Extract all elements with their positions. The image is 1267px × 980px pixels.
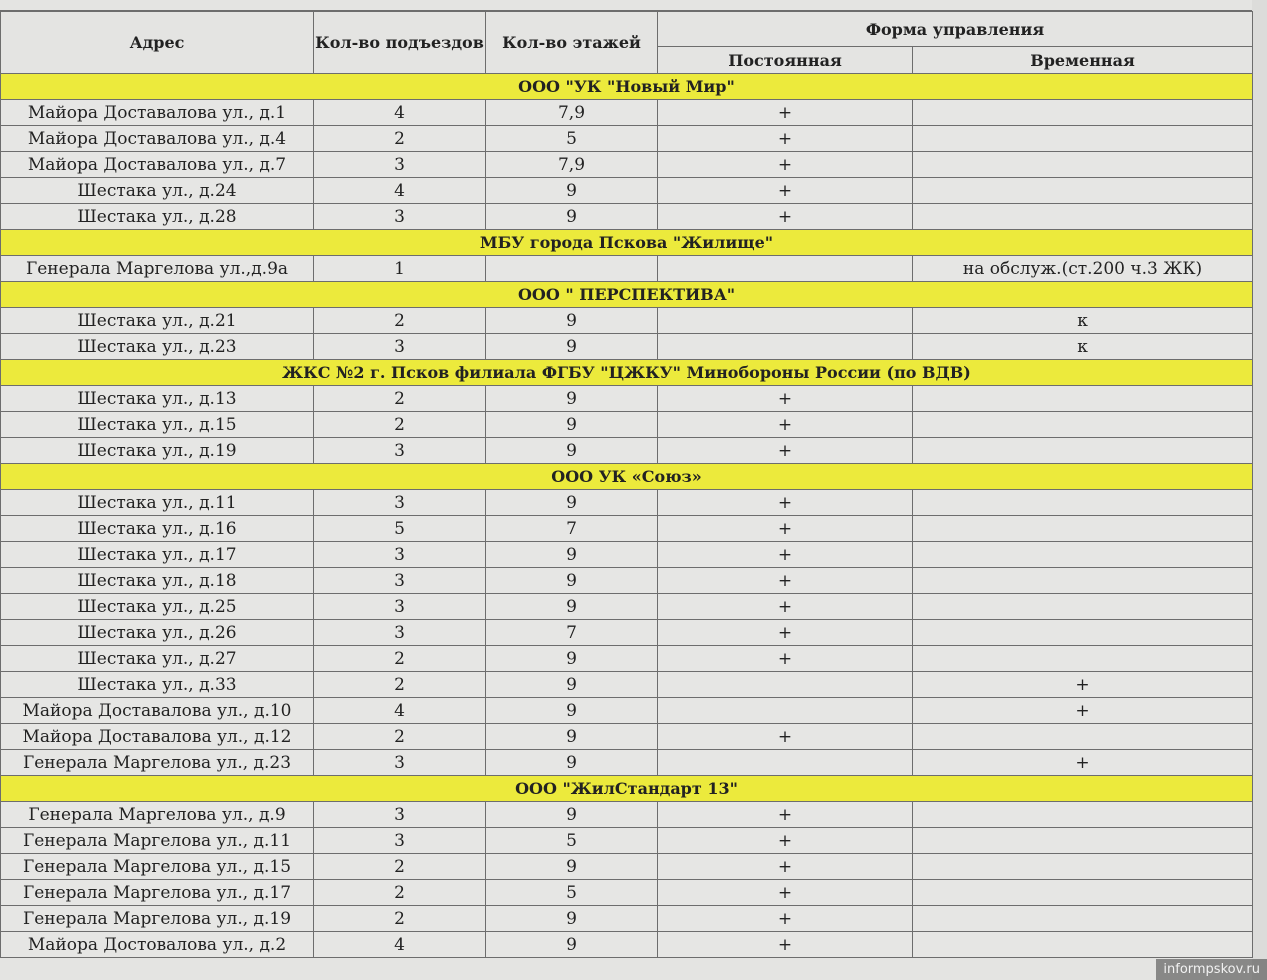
floors-cell[interactable]: 9	[486, 412, 658, 438]
permanent-cell[interactable]: +	[658, 646, 913, 672]
address-cell[interactable]: Шестака ул., д.28	[1, 204, 314, 230]
floors-cell[interactable]: 9	[486, 334, 658, 360]
table-row	[1, 334, 1253, 360]
floors-header[interactable]: Кол-во этажей	[486, 12, 658, 74]
permanent-cell[interactable]: +	[658, 568, 913, 594]
housing-table	[0, 11, 1253, 958]
floors-cell[interactable]: 9	[486, 594, 658, 620]
floors-cell[interactable]: 9	[486, 568, 658, 594]
entrances-cell[interactable]: 3	[314, 152, 486, 178]
permanent-cell[interactable]	[658, 256, 913, 282]
address-cell[interactable]: Генерала Маргелова ул., д.23	[1, 750, 314, 776]
floors-cell[interactable]: 9	[486, 750, 658, 776]
address-cell[interactable]: Шестака ул., д.18	[1, 568, 314, 594]
permanent-cell[interactable]: +	[658, 802, 913, 828]
floors-cell[interactable]: 9	[486, 646, 658, 672]
table-row	[1, 412, 1253, 438]
floors-cell[interactable]: 7,9	[486, 100, 658, 126]
group-header-row	[1, 282, 1253, 308]
table-row	[1, 438, 1253, 464]
permanent-cell[interactable]	[658, 308, 913, 334]
floors-cell[interactable]: 9	[486, 672, 658, 698]
address-cell[interactable]: Генерала Маргелова ул.,д.9а	[1, 256, 314, 282]
entrances-cell[interactable]: 3	[314, 334, 486, 360]
entrances-cell[interactable]: 2	[314, 308, 486, 334]
address-cell[interactable]: Шестака ул., д.24	[1, 178, 314, 204]
table-row	[1, 724, 1253, 750]
permanent-cell[interactable]	[658, 750, 913, 776]
permanent-cell[interactable]: +	[658, 594, 913, 620]
entrances-cell[interactable]: 3	[314, 828, 486, 854]
table-row	[1, 178, 1253, 204]
floors-cell[interactable]: 5	[486, 126, 658, 152]
floors-cell[interactable]: 9	[486, 932, 658, 958]
entrances-cell[interactable]: 2	[314, 646, 486, 672]
table-row	[1, 490, 1253, 516]
entrances-cell[interactable]: 3	[314, 438, 486, 464]
floors-cell[interactable]: 9	[486, 438, 658, 464]
address-cell[interactable]: Генерала Маргелова ул., д.11	[1, 828, 314, 854]
group-title[interactable]: ООО " ПЕРСПЕКТИВА"	[1, 282, 1253, 308]
address-cell[interactable]: Шестака ул., д.11	[1, 490, 314, 516]
address-cell[interactable]: Шестака ул., д.21	[1, 308, 314, 334]
address-cell[interactable]: Шестака ул., д.23	[1, 334, 314, 360]
table-row	[1, 932, 1253, 958]
floors-cell[interactable]: 9	[486, 906, 658, 932]
entrances-cell[interactable]: 2	[314, 412, 486, 438]
temporary-cell[interactable]	[913, 100, 1253, 126]
permanent-cell[interactable]: +	[658, 542, 913, 568]
temporary-cell[interactable]	[913, 386, 1253, 412]
entrances-cell[interactable]: 3	[314, 542, 486, 568]
entrances-cell[interactable]: 2	[314, 906, 486, 932]
temporary-cell[interactable]	[913, 932, 1253, 958]
entrances-cell[interactable]: 5	[314, 516, 486, 542]
floors-cell[interactable]: 9	[486, 204, 658, 230]
entrances-cell[interactable]: 2	[314, 672, 486, 698]
permanent-cell[interactable]: +	[658, 152, 913, 178]
permanent-cell[interactable]: +	[658, 854, 913, 880]
temporary-cell[interactable]	[913, 594, 1253, 620]
table-row	[1, 594, 1253, 620]
floors-cell[interactable]: 9	[486, 542, 658, 568]
temporary-cell[interactable]	[913, 620, 1253, 646]
temporary-cell[interactable]: +	[913, 672, 1253, 698]
table-row	[1, 542, 1253, 568]
entrances-cell[interactable]: 2	[314, 724, 486, 750]
address-cell[interactable]: Шестака ул., д.33	[1, 672, 314, 698]
permanent-cell[interactable]: +	[658, 438, 913, 464]
table-row	[1, 750, 1253, 776]
table-row	[1, 386, 1253, 412]
entrances-cell[interactable]: 2	[314, 880, 486, 906]
group-title[interactable]: МБУ города Пскова "Жилище"	[1, 230, 1253, 256]
permanent-cell[interactable]: +	[658, 126, 913, 152]
permanent-cell[interactable]	[658, 334, 913, 360]
group-title[interactable]: ООО "УК "Новый Мир"	[1, 74, 1253, 100]
temporary-cell[interactable]	[913, 516, 1253, 542]
floors-cell[interactable]: 9	[486, 698, 658, 724]
temporary-cell[interactable]	[913, 490, 1253, 516]
permanent-cell[interactable]: +	[658, 828, 913, 854]
table-row	[1, 126, 1253, 152]
floors-cell[interactable]: 7	[486, 620, 658, 646]
temporary-cell[interactable]	[913, 646, 1253, 672]
floors-cell[interactable]: 9	[486, 724, 658, 750]
floors-cell[interactable]: 9	[486, 802, 658, 828]
permanent-cell[interactable]: +	[658, 178, 913, 204]
temporary-cell[interactable]	[913, 412, 1253, 438]
temporary-cell[interactable]	[913, 854, 1253, 880]
temporary-cell[interactable]: +	[913, 750, 1253, 776]
address-header[interactable]: Адрес	[1, 12, 314, 74]
table-row	[1, 516, 1253, 542]
entrances-cell[interactable]: 3	[314, 490, 486, 516]
floors-cell[interactable]: 5	[486, 828, 658, 854]
address-cell[interactable]: Генерала Маргелова ул., д.9	[1, 802, 314, 828]
address-cell[interactable]: Шестака ул., д.17	[1, 542, 314, 568]
table-row	[1, 204, 1253, 230]
temporary-cell[interactable]: на обслуж.(ст.200 ч.3 ЖК)	[913, 256, 1253, 282]
permanent-cell[interactable]: +	[658, 516, 913, 542]
previous-row-edge	[0, 0, 1252, 11]
address-cell[interactable]: Шестака ул., д.27	[1, 646, 314, 672]
right-margin	[1252, 0, 1267, 980]
table-row	[1, 802, 1253, 828]
table-row	[1, 620, 1253, 646]
address-cell[interactable]: Генерала Маргелова ул., д.19	[1, 906, 314, 932]
table-row	[1, 308, 1253, 334]
floors-cell[interactable]: 9	[486, 308, 658, 334]
entrances-cell[interactable]: 3	[314, 204, 486, 230]
entrances-cell[interactable]: 1	[314, 256, 486, 282]
entrances-cell[interactable]: 2	[314, 386, 486, 412]
entrances-cell[interactable]: 2	[314, 126, 486, 152]
temporary-cell[interactable]	[913, 880, 1253, 906]
group-title[interactable]: ООО "ЖилСтандарт 13"	[1, 776, 1253, 802]
permanent-cell[interactable]: +	[658, 490, 913, 516]
floors-cell[interactable]: 5	[486, 880, 658, 906]
address-cell[interactable]: Майора Доставалова ул., д.1	[1, 100, 314, 126]
watermark: informpskov.ru	[1156, 959, 1267, 980]
entrances-cell[interactable]: 3	[314, 802, 486, 828]
temporary-cell[interactable]	[913, 438, 1253, 464]
temporary-cell[interactable]	[913, 152, 1253, 178]
table-row	[1, 100, 1253, 126]
permanent-cell[interactable]: +	[658, 620, 913, 646]
entrances-cell[interactable]: 4	[314, 932, 486, 958]
permanent-cell[interactable]: +	[658, 100, 913, 126]
floors-cell[interactable]: 7,9	[486, 152, 658, 178]
entrances-header[interactable]: Кол-во подъездов	[314, 12, 486, 74]
floors-cell[interactable]: 9	[486, 490, 658, 516]
temporary-cell[interactable]: +	[913, 698, 1253, 724]
entrances-cell[interactable]: 4	[314, 100, 486, 126]
permanent-cell[interactable]: +	[658, 724, 913, 750]
entrances-cell[interactable]: 4	[314, 698, 486, 724]
table-row	[1, 152, 1253, 178]
group-header-row	[1, 360, 1253, 386]
permanent-cell[interactable]: +	[658, 932, 913, 958]
address-cell[interactable]: Майора Доставалова ул., д.7	[1, 152, 314, 178]
temporary-cell[interactable]	[913, 126, 1253, 152]
table-row	[1, 568, 1253, 594]
temporary-cell[interactable]	[913, 802, 1253, 828]
group-title[interactable]: ООО УК «Союз»	[1, 464, 1253, 490]
address-cell[interactable]: Шестака ул., д.25	[1, 594, 314, 620]
table-row	[1, 646, 1253, 672]
group-header-row	[1, 464, 1253, 490]
management-form-header[interactable]: Форма управления	[658, 12, 1253, 47]
permanent-cell[interactable]	[658, 672, 913, 698]
table-row	[1, 854, 1253, 880]
floors-cell[interactable]: 9	[486, 178, 658, 204]
address-cell[interactable]: Майора Доставалова ул., д.4	[1, 126, 314, 152]
floors-cell[interactable]: 9	[486, 386, 658, 412]
group-header-row	[1, 776, 1253, 802]
temporary-cell[interactable]	[913, 568, 1253, 594]
permanent-cell[interactable]: +	[658, 880, 913, 906]
entrances-cell[interactable]: 4	[314, 178, 486, 204]
temporary-cell[interactable]	[913, 178, 1253, 204]
permanent-cell[interactable]: +	[658, 386, 913, 412]
temporary-cell[interactable]	[913, 906, 1253, 932]
address-cell[interactable]: Майора Доставалова ул., д.10	[1, 698, 314, 724]
temporary-cell[interactable]	[913, 724, 1253, 750]
group-header-row	[1, 74, 1253, 100]
floors-cell[interactable]: 7	[486, 516, 658, 542]
table-row	[1, 672, 1253, 698]
table-body	[1, 74, 1253, 958]
group-title[interactable]: ЖКС №2 г. Псков филиала ФГБУ "ЦЖКУ" Минобороны России (по ВДВ)	[1, 360, 1253, 386]
temporary-cell[interactable]: к	[913, 308, 1253, 334]
entrances-cell[interactable]: 3	[314, 594, 486, 620]
table-row	[1, 828, 1253, 854]
address-cell[interactable]: Шестака ул., д.26	[1, 620, 314, 646]
floors-cell[interactable]: 9	[486, 854, 658, 880]
address-cell[interactable]: Майора Доставалова ул., д.12	[1, 724, 314, 750]
temporary-cell[interactable]	[913, 204, 1253, 230]
floors-cell[interactable]	[486, 256, 658, 282]
permanent-header[interactable]: Постоянная	[658, 47, 913, 74]
group-header-row	[1, 230, 1253, 256]
temporary-cell[interactable]	[913, 542, 1253, 568]
address-cell[interactable]: Генерала Маргелова ул., д.17	[1, 880, 314, 906]
permanent-cell[interactable]: +	[658, 412, 913, 438]
temporary-cell[interactable]	[913, 828, 1253, 854]
entrances-cell[interactable]: 2	[314, 854, 486, 880]
table-row	[1, 256, 1253, 282]
table-row	[1, 880, 1253, 906]
entrances-cell[interactable]: 3	[314, 620, 486, 646]
address-cell[interactable]: Шестака ул., д.16	[1, 516, 314, 542]
temporary-header[interactable]: Временная	[913, 47, 1253, 74]
table-row	[1, 906, 1253, 932]
address-cell[interactable]: Майора Достовалова ул., д.2	[1, 932, 314, 958]
permanent-cell[interactable]: +	[658, 204, 913, 230]
temporary-cell[interactable]: к	[913, 334, 1253, 360]
table-row	[1, 698, 1253, 724]
entrances-cell[interactable]: 3	[314, 568, 486, 594]
address-cell[interactable]: Шестака ул., д.15	[1, 412, 314, 438]
address-cell[interactable]: Шестака ул., д.13	[1, 386, 314, 412]
permanent-cell[interactable]	[658, 698, 913, 724]
entrances-cell[interactable]: 3	[314, 750, 486, 776]
address-cell[interactable]: Генерала Маргелова ул., д.15	[1, 854, 314, 880]
address-cell[interactable]: Шестака ул., д.19	[1, 438, 314, 464]
permanent-cell[interactable]: +	[658, 906, 913, 932]
